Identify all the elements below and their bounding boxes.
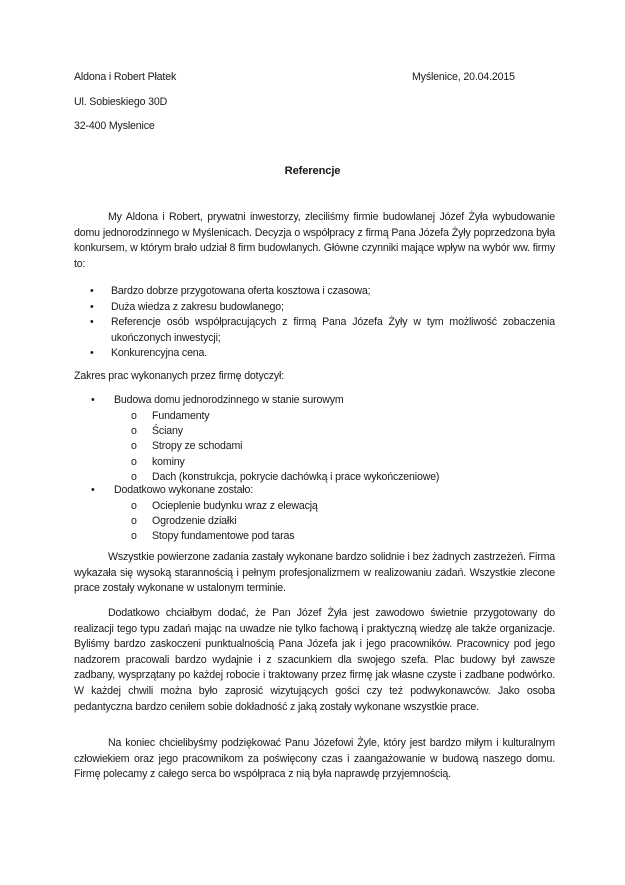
bullet-icon: • (90, 347, 94, 360)
scope-list (74, 393, 555, 543)
bullet-icon: • (91, 484, 95, 496)
paragraph-text: Wszystkie powierzone zadania zastały wykonane bardzo solidnie i bez żadnych zastrzeżeń. Firma wykazała się wysoką starannością i pełnym profesjonalizmem w realizowaniu zadań. Wszystkie zlecone prace zostały wykonane w ustalonym terminie. (74, 551, 555, 595)
scope-label: Budowa domu jednorodzinnego w stanie surowym (114, 394, 344, 406)
sub-bullet-icon: o (131, 500, 137, 512)
paragraph-details (74, 606, 555, 715)
sender-street: Ul. Sobieskiego 30D (74, 96, 168, 108)
bullet-icon: • (90, 316, 94, 329)
sub-bullet-icon: o (131, 515, 137, 528)
list-item: o Fundamenty (131, 409, 439, 424)
sub-bullet-icon: o (131, 530, 137, 543)
scope-sublist (131, 499, 318, 545)
sub-bullet-icon: o (131, 455, 137, 468)
sub-bullet-icon: o (131, 410, 137, 422)
bullet-icon: • (90, 300, 94, 313)
scope-sublist (131, 409, 439, 485)
list-item: o Ogrodzenie działki (131, 514, 318, 529)
paragraph-summary (74, 550, 555, 597)
list-item: • Referencje osób współpracujących z firmą Pana Józefa Żyły w tym możliwość zobaczenia ukończonych inwestycji; (90, 316, 555, 344)
sender-city: 32-400 Myslenice (74, 120, 155, 132)
bullet-icon: • (91, 394, 95, 406)
document-title: Referencje (284, 165, 341, 177)
list-item: • Bardzo dobrze przygotowana oferta kosztowa i czasowa; (74, 284, 555, 300)
scope-heading: Zakres prac wykonanych przez firmę dotyczył: (74, 370, 285, 382)
bullet-icon: • (90, 285, 94, 297)
place-date: Myślenice, 20.04.2015 (412, 71, 515, 83)
scope-label: Dodatkowo wykonane zostało: (114, 484, 254, 496)
list-item: o Dach (konstrukcja, pokrycie dachówką i prace wykończeniowe) (131, 470, 439, 485)
sub-bullet-icon: o (131, 470, 137, 483)
list-item: o Ocieplenie budynku wraz z elewacją (131, 499, 318, 514)
list-item: o Ściany (131, 424, 439, 439)
intro-text: My Aldona i Robert, prywatni inwestorzy, zleciliśmy firmie budowlanej Józef Żyła wybudowanie domu jednorodzinnego w Myślenicach. Decyzja o współpracy z firmą Pana Józefa Żyły poprzedzona była konkursem, w którym brało udział 8 firm budowlanych. Główne czynniki mające wpływ na wybór ww. firmy to: (74, 211, 555, 270)
list-item: o Stopy fundamentowe pod taras (131, 529, 318, 544)
factors-list (74, 284, 555, 362)
list-item: o Stropy ze schodami (131, 439, 439, 454)
list-item: o kominy (131, 455, 439, 470)
paragraph-closing (74, 736, 555, 783)
sender-name: Aldona i Robert Płatek (74, 71, 177, 83)
sub-bullet-icon: o (131, 425, 137, 438)
sub-bullet-icon: o (131, 440, 137, 453)
intro-paragraph (74, 210, 555, 272)
list-item: • Duża wiedza z zakresu budowlanego; (74, 300, 555, 316)
paragraph-text: Dodatkowo chciałbym dodać, że Pan Józef Żyła jest zawodowo świetnie przygotowany do realizacji tego typu zadań mając na uwadze nie tylko fachową i praktyczną wiedzę ale także organizacje. Byliśmy bardzo zaskoczeni punktualnością Pana Józefa jak i jego pracowników. Pracownicy pod jego nadzorem pracowali bardzo wydajnie i z szacunkiem dla swojego szefa. Plac budowy był zawsze zadbany, wysprzątany po każdej robocie i traktowany przez firmę jak własne czyste i zadbane podwórko. W każdej chwili można było zaprosić wizytujących gości czy też podwykonawców. Jako osoba pedantyczna bardzo ceniłem sobie dokładność z jaką zostały wykonane wszystkie prace. (74, 607, 555, 713)
paragraph-text: Na koniec chcielibyśmy podziękować Panu Józefowi Żyle, który jest bardzo miłym i kulturalnym człowiekiem oraz jego pracownikom za poświęcony czas i zaangażowanie w budową naszego domu. Firmę polecamy z całego serca bo współpraca z nią była naprawdę przyjemnością. (74, 737, 555, 781)
list-item: • Konkurencyjna cena. (74, 346, 555, 362)
